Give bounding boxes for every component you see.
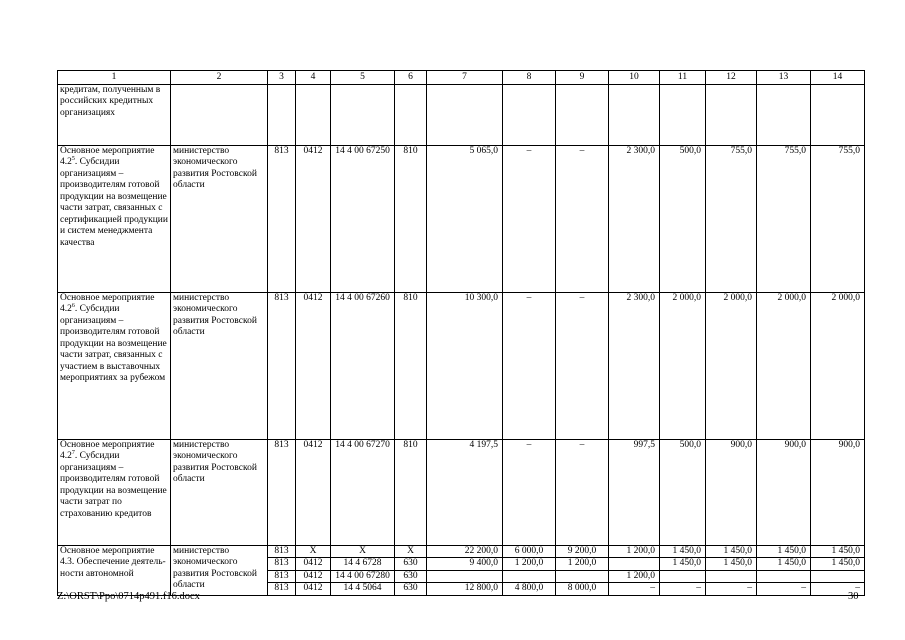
value-cell-c13: 1 450,0 xyxy=(757,545,811,558)
column-number-header: 1 xyxy=(58,71,171,85)
value-cell-c12: 1 450,0 xyxy=(706,545,757,558)
measure-description: . Субсидии организациям – производителям готовой продукции на возмещение части затрат по страхованию кредитов xyxy=(60,451,167,519)
column-number-header: 4 xyxy=(296,71,331,85)
value-cell-c3: 813 xyxy=(268,558,296,571)
value-cell-c8: – xyxy=(503,292,556,439)
empty-cell xyxy=(171,84,268,145)
measure-title: Основное мероприятие 4.2 xyxy=(60,439,155,461)
value-cell-c4: Х xyxy=(296,545,331,558)
value-cell-c13: 1 450,0 xyxy=(757,558,811,571)
footer-file-path: Z:\ORST\Ppo\0714p491.f16.docx xyxy=(57,591,200,602)
measure-name-cell: Основное мероприятие 4.3. Обеспечение деятель-ности автономной xyxy=(58,545,171,595)
value-cell-c10: 997,5 xyxy=(609,439,660,545)
measure-title: Основное мероприятие 4.2 xyxy=(60,145,155,167)
value-cell-c5: 14 4 00 67250 xyxy=(331,145,395,292)
value-cell-c9: – xyxy=(556,292,609,439)
empty-cell xyxy=(757,84,811,145)
executor-cell: министерство экономического развития Ростовской области xyxy=(171,292,268,439)
value-cell-c4: 0412 xyxy=(296,583,331,596)
footnote-marker: 5 xyxy=(71,155,75,162)
value-cell-c14: 1 450,0 xyxy=(811,545,865,558)
value-cell-c3: 813 xyxy=(268,292,296,439)
column-number-header: 8 xyxy=(503,71,556,85)
executor-cell: министерство экономического развития Ростовской области xyxy=(171,439,268,545)
column-number-header: 5 xyxy=(331,71,395,85)
column-number-header: 3 xyxy=(268,71,296,85)
value-cell-c12: 755,0 xyxy=(706,145,757,292)
measure-name-cell xyxy=(58,145,171,292)
value-cell-c7: 22 200,0 xyxy=(427,545,503,558)
value-cell-c13: – xyxy=(757,583,811,596)
value-cell-c8: – xyxy=(503,145,556,292)
measure-description: . Субсидии организациям – производителям готовой продукции на возмещение части затрат, связанных с сертификацией продукции и систем менеджмента качества xyxy=(60,157,168,248)
value-cell-c14 xyxy=(811,570,865,583)
empty-cell xyxy=(427,84,503,145)
empty-cell xyxy=(503,84,556,145)
footnote-marker: 6 xyxy=(71,302,75,309)
value-cell-c11: 500,0 xyxy=(660,145,706,292)
column-number-header: 7 xyxy=(427,71,503,85)
value-cell-c4: 0412 xyxy=(296,570,331,583)
value-cell-c8: 1 200,0 xyxy=(503,558,556,571)
value-cell-c14: 900,0 xyxy=(811,439,865,545)
empty-cell xyxy=(296,84,331,145)
empty-cell xyxy=(811,84,865,145)
executor-cell: министерство экономического развития Ростовской области xyxy=(171,545,268,595)
value-cell-c9 xyxy=(556,570,609,583)
value-cell-c7: 9 400,0 xyxy=(427,558,503,571)
table-row xyxy=(58,145,865,292)
value-cell-c9: 9 200,0 xyxy=(556,545,609,558)
value-cell-c10: 1 200,0 xyxy=(609,545,660,558)
value-cell-c8: 4 800,0 xyxy=(503,583,556,596)
value-cell-c6: 810 xyxy=(395,439,427,545)
value-cell-c14: 755,0 xyxy=(811,145,865,292)
value-cell-c3: 813 xyxy=(268,439,296,545)
value-cell-c13: 900,0 xyxy=(757,439,811,545)
value-cell-c10: 1 200,0 xyxy=(609,570,660,583)
value-cell-c10: 2 300,0 xyxy=(609,145,660,292)
measure-name-cell: кредитам, полученным в российских кредитных организациях xyxy=(58,84,171,145)
value-cell-c11: 2 000,0 xyxy=(660,292,706,439)
header-row xyxy=(58,71,865,85)
value-cell-c6: Х xyxy=(395,545,427,558)
measure-title: Основное мероприятие 4.2 xyxy=(60,292,155,314)
value-cell-c5: Х xyxy=(331,545,395,558)
value-cell-c6: 630 xyxy=(395,558,427,571)
column-number-header: 10 xyxy=(609,71,660,85)
column-number-header: 13 xyxy=(757,71,811,85)
empty-cell xyxy=(556,84,609,145)
value-cell-c3: 813 xyxy=(268,545,296,558)
value-cell-c14: – xyxy=(811,583,865,596)
value-cell-c7: 4 197,5 xyxy=(427,439,503,545)
column-number-header: 11 xyxy=(660,71,706,85)
value-cell-c9: – xyxy=(556,145,609,292)
table-row xyxy=(58,292,865,439)
column-number-header: 6 xyxy=(395,71,427,85)
value-cell-c11: 500,0 xyxy=(660,439,706,545)
empty-cell xyxy=(395,84,427,145)
measure-name-cell xyxy=(58,292,171,439)
value-cell-c10: 2 300,0 xyxy=(609,292,660,439)
empty-cell xyxy=(609,84,660,145)
value-cell-c11: 1 450,0 xyxy=(660,558,706,571)
table-row xyxy=(58,545,865,558)
empty-cell xyxy=(660,84,706,145)
empty-cell xyxy=(706,84,757,145)
value-cell-c3: 813 xyxy=(268,145,296,292)
executor-cell: министерство экономического развития Ростовской области xyxy=(171,145,268,292)
value-cell-c13: 2 000,0 xyxy=(757,292,811,439)
value-cell-c12 xyxy=(706,570,757,583)
value-cell-c6: 630 xyxy=(395,570,427,583)
table-row xyxy=(58,439,865,545)
value-cell-c4: 0412 xyxy=(296,439,331,545)
value-cell-c11 xyxy=(660,570,706,583)
value-cell-c7: 5 065,0 xyxy=(427,145,503,292)
value-cell-c8: 6 000,0 xyxy=(503,545,556,558)
value-cell-c4: 0412 xyxy=(296,145,331,292)
value-cell-c7 xyxy=(427,570,503,583)
budget-table xyxy=(57,70,865,596)
column-number-header: 2 xyxy=(171,71,268,85)
measure-name-cell xyxy=(58,439,171,545)
empty-cell xyxy=(331,84,395,145)
value-cell-c5: 14 4 00 67270 xyxy=(331,439,395,545)
value-cell-c12: – xyxy=(706,583,757,596)
value-cell-c11: – xyxy=(660,583,706,596)
measure-description: . Субсидии организациям – производителям готовой продукции на возмещение части затрат, связанных с участием в выставочных мероприятиях за рубежом xyxy=(60,304,167,383)
value-cell-c5: 14 4 00 67260 xyxy=(331,292,395,439)
value-cell-c12: 2 000,0 xyxy=(706,292,757,439)
value-cell-c9: 8 000,0 xyxy=(556,583,609,596)
value-cell-c10: – xyxy=(609,583,660,596)
column-number-header: 12 xyxy=(706,71,757,85)
value-cell-c11: 1 450,0 xyxy=(660,545,706,558)
value-cell-c7: 10 300,0 xyxy=(427,292,503,439)
value-cell-c5: 14 4 00 67280 xyxy=(331,570,395,583)
value-cell-c14: 1 450,0 xyxy=(811,558,865,571)
value-cell-c14: 2 000,0 xyxy=(811,292,865,439)
column-number-header: 14 xyxy=(811,71,865,85)
value-cell-c12: 900,0 xyxy=(706,439,757,545)
value-cell-c3: 813 xyxy=(268,570,296,583)
value-cell-c10 xyxy=(609,558,660,571)
value-cell-c5: 14 4 6728 xyxy=(331,558,395,571)
column-number-header: 9 xyxy=(556,71,609,85)
value-cell-c12: 1 450,0 xyxy=(706,558,757,571)
page-number: 30 xyxy=(848,591,859,602)
value-cell-c9: 1 200,0 xyxy=(556,558,609,571)
value-cell-c13 xyxy=(757,570,811,583)
value-cell-c4: 0412 xyxy=(296,558,331,571)
value-cell-c13: 755,0 xyxy=(757,145,811,292)
value-cell-c8: – xyxy=(503,439,556,545)
value-cell-c6: 810 xyxy=(395,145,427,292)
value-cell-c6: 810 xyxy=(395,292,427,439)
value-cell-c6: 630 xyxy=(395,583,427,596)
value-cell-c4: 0412 xyxy=(296,292,331,439)
table-row xyxy=(58,84,865,145)
value-cell-c5: 14 4 5064 xyxy=(331,583,395,596)
value-cell-c9: – xyxy=(556,439,609,545)
value-cell-c7: 12 800,0 xyxy=(427,583,503,596)
empty-cell xyxy=(268,84,296,145)
footnote-marker: 7 xyxy=(71,449,75,456)
value-cell-c8 xyxy=(503,570,556,583)
value-cell-c3: 813 xyxy=(268,583,296,596)
